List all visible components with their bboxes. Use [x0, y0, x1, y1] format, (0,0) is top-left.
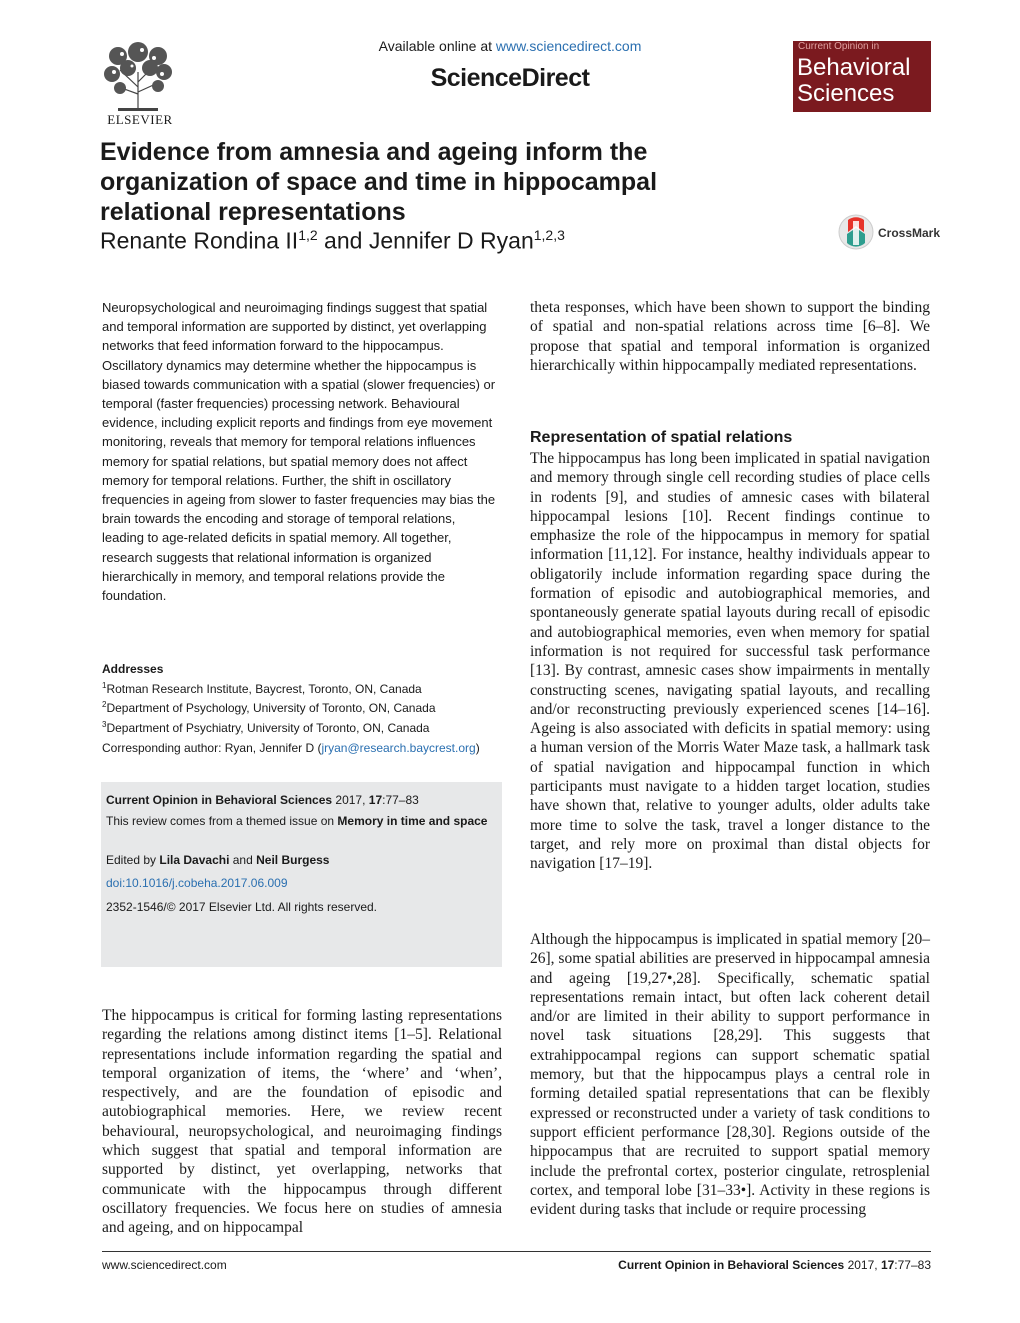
- journal-logo: [793, 41, 931, 112]
- author-separator: and: [317, 227, 369, 254]
- author-affiliation-sup: 1,2,3: [533, 227, 565, 243]
- addresses: [102, 662, 502, 736]
- copyright-line: 2352-1546/© 2017 Elsevier Ltd. All rights reserved.: [106, 900, 377, 914]
- available-online: [340, 38, 680, 54]
- editors-line: Edited by Lila Davachi and Neil Burgess: [106, 853, 330, 867]
- article-info-box: [101, 782, 502, 967]
- themed-issue-line: This review comes from a themed issue on Memory in time and space: [106, 814, 488, 828]
- journal-logo-line2: Sciences: [797, 80, 895, 107]
- abstract: Neuropsychological and neuroimaging findings suggest that spatial and temporal information are supported by distinct, yet overlapping networks that feed information forward to the hippocampus. Oscillatory dynamics may determine whether the hippocampus is biased towards communication with a spatial (slower frequencies) or temporal (faster frequencies) processing network. Behavioural evidence, including explicit reports and findings from eye movement monitoring, reveals that memory for temporal relations influences memory for spatial relations, but spatial memory does not affect memory for temporal relations. Further, the shift in oscillatory frequencies in ageing from slower to faster frequencies may bias the brain towards the encoding and storage of temporal relations, leading to age-related deficits in spatial memory. All together, research suggests that relational information is organized hierarchically in memory, and temporal relations provide the foundation.: [102, 300, 496, 604]
- available-online-label: Available online at: [378, 38, 496, 54]
- addresses-heading: Addresses: [102, 662, 164, 676]
- citation-line: Current Opinion in Behavioral Sciences 2017, 17:77–83: [106, 793, 419, 807]
- footer-divider: [102, 1251, 931, 1252]
- sciencedirect-wordmark: ScienceDirect: [430, 64, 590, 92]
- elsevier-logo: [98, 42, 182, 128]
- author-affiliation-sup: 1,2: [298, 227, 318, 243]
- crossmark-label: CrossMark: [878, 226, 941, 240]
- journal-logo-top: Current Opinion in: [798, 41, 880, 52]
- section-paragraph-1: The hippocampus has long been implicated in spatial navigation and memory through single cell recording studies of place cells in rodents [9], and studies of amnesic cases with bilateral hippocampal lesions [10]. Recent findings continue to emphasize the role of the hippocampus in memory for spatial information [11,12]. For instance, healthy individuals appear to obligatorily include information regarding space during the formation of episodic and autobiographical memories, and spontaneously generate spatial layouts during recall of episodic and autobiographical memories, even when memory for spatial information is not required for successful task performance [13]. By contrast, amnesic cases show impairments in mentally constructing scenes, navigating spatial layouts, and recalling and/or reconstructing previously experienced scenes [14–16]. Ageing is also associated with deficits in spatial memory: using a human version of the Morris Water Maze task, a hallmark task of spatial navigation and hippocampal function in which participants must navigate to a hidden target location, studies have shown that, relative to younger adults, older adults take more time to solve the task, travel a longer distance to the target, and rely more on proximal than distal objects for navigation [17–19].: [530, 450, 930, 873]
- elsevier-wordmark: ELSEVIER: [107, 112, 173, 127]
- address-item: $^3$Department of Psychiatry, University of Toronto, ON, Canada: [102, 719, 430, 735]
- journal-logo-line1: Behavioral: [797, 54, 911, 81]
- corresponding-author: Corresponding author: Ryan, Jennifer D (jryan@research.baycrest.org): [102, 741, 480, 755]
- footer-url[interactable]: www.sciencedirect.com: [102, 1258, 227, 1272]
- author-name[interactable]: Renante Rondina II: [100, 227, 299, 254]
- corresponding-email-link[interactable]: jryan@research.baycrest.org: [321, 741, 476, 755]
- section-paragraph-2: Although the hippocampus is implicated in spatial memory [20–26], some spatial abilities are preserved in hippocampal amnesia and ageing [19,27•,28]. Specifically, schematic spatial representations remain intact, but often lack coherent detail and/or are limited in their ability to support performance in novel task situations [28,29]. This suggests that extrahippocampal regions can support schematic spatial memory, but that the hippocampus plays a central role in forming detailed spatial representations that can be flexibly expressed or reconstructed under a variety of task conditions to support efficient performance [28,30]. Regions outside of the hippocampus that are recruited to support spatial memory include the prefrontal cortex, posterior cingulate, retrosplenial cortex, and temporal lobe [31–33•]. Activity in these regions is evident during tasks that include or require processing: [530, 931, 930, 1219]
- address-item: $^1$Rotman Research Institute, Baycrest, Toronto, ON, Canada: [102, 680, 422, 696]
- crossmark-icon: [838, 212, 878, 252]
- section-heading: Representation of spatial relations: [530, 429, 793, 446]
- author-name[interactable]: Jennifer D Ryan: [368, 227, 534, 254]
- footer-citation: Current Opinion in Behavioral Sciences 2017, 17:77–83: [618, 1258, 931, 1272]
- author-list: [100, 227, 740, 255]
- intro-paragraph: The hippocampus is critical for forming lasting representations regarding the relations among distinct items [1–5]. Relational representations include information regarding the spatial and temporal organization of items, the ‘where’ and ‘when’, respectively, and are the foundation of episodic and autobiographical memories. Here, we review recent behavioural, neuropsychological, and neuroimaging findings which suggest that spatial and temporal information are supported by distinct, yet overlapping, networks that communicate with the hippocampus through different oscillatory frequencies. We focus here on studies of amnesia and ageing, and on hippocampal: [102, 1007, 502, 1237]
- article-title: Evidence from amnesia and ageing inform the organization of space and time in hippocampal relational representations: [100, 138, 658, 226]
- address-item: $^2$Department of Psychology, University of Toronto, ON, Canada: [102, 700, 436, 715]
- doi-link[interactable]: doi:10.1016/j.cobeha.2017.06.009: [106, 876, 288, 890]
- intro-paragraph-continued: theta responses, which have been shown to support the binding of spatial and non-spatial relations across time [6–8]. We propose that spatial and temporal information is organized hierarchically within hippocampally mediated representations.: [530, 299, 930, 374]
- sciencedirect-link[interactable]: www.sciencedirect.com: [495, 38, 642, 54]
